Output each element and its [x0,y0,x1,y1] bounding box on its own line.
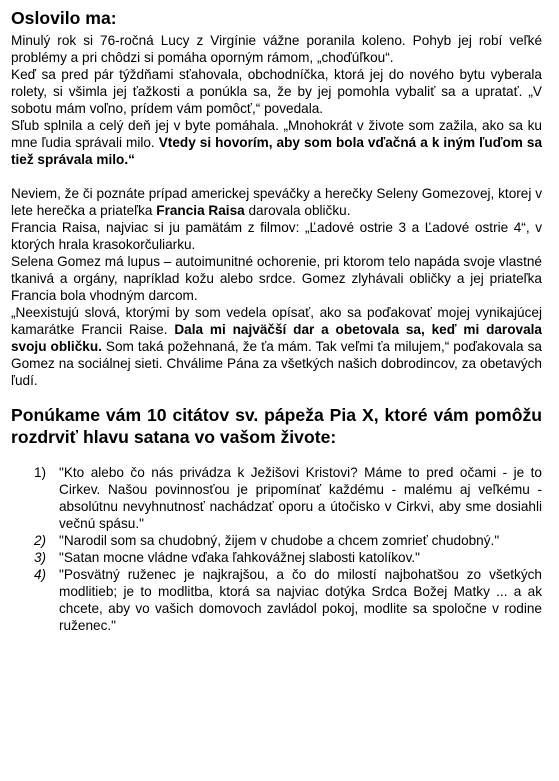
citations-heading: Ponúkame vám 10 citátov sv. pápeža Pia X, ktoré vám pomôžu rozdrviť hlavu satana vo vašom živote: [11,405,542,447]
paragraph-francia-films: Francia Raisa, najviac si ju pamätám z filmov: „Ľadové ostrie 3 a Ľadové ostrie 4“, v ktorých hrala krasokorčuliarku. [11,220,542,252]
paragraph-gomez-quote [11,304,542,389]
list-item [11,566,542,634]
list-number: 3) [34,550,47,565]
citation-text: "Kto alebo čo nás privádza k Ježišovi Kristovi? Máme to pred očami - je to Cirkev. Našou povinnosťou je pripomínať každému - malému aj veľkému - absolútnu nevyhnutnosť nachádzať oporu a útočisko v Cirkvi, aby sme dosiahli večnú spásu." [59,465,542,531]
list-item [11,464,542,532]
list-number: 1) [34,465,47,480]
gomez-quote-bold: Dala mi najväčší dar a obetovala sa, keď mi darovala svoju obličku. [11,322,542,354]
list-item [11,532,542,549]
paragraph-lucy-moving: Keď sa pred pár týždňami sťahovala, obchodníčka, ktorá jej do nového bytu vyberala rolety, si všimla jej ťažkosti a ponúkla sa, že by jej pomohla vybaliť sa a upratať. „V sobotu mám voľno, prídem vám pomôcť,“ povedala. [11,67,542,116]
citation-text: "Posvätný ruženec je najkrajšou, a čo do milostí najbohatšou zo všetkých modlitieb; je to modlitba, ktorá sa najviac dotýka Srdca Božej Matky ... a ak chcete, aby vo vašich domovoch zavládol pokoj, modlite sa spoločne v rodine ruženec." [59,567,542,633]
selena-intro-end: darovala obličku. [244,203,351,218]
paragraph-spacer [11,168,542,185]
gomez-quote-text: „Neexistujú slová, ktorými by som vedela opísať, ako sa poďakovať mojej vynikajúcej kamarátke Francii Raise. [11,305,542,337]
list-number: 2) [34,533,47,548]
promise-text: Sľub splnila a celý deň jej v byte pomáhala. „Mnohokrát v živote som zažila, ako sa ku mne ľudia správali milo. [11,118,542,150]
list-item [11,549,542,566]
citation-list [11,464,542,634]
promise-bold-text: Vtedy si hovorím, aby som bola vďačná a k iným ľuďom sa tiež správala milo.“ [11,135,542,167]
paragraph-lucy-promise [11,117,542,168]
citation-text: "Narodil som sa chudobný, žijem v chudobe a chcem zomrieť chudobný." [59,533,500,548]
citation-text: "Satan mocne vládne vďaka ľahkovážnej slabosti katolíkov." [59,550,421,565]
selena-intro-text: Neviem, že či poznáte prípad americkej speváčky a herečky Seleny Gomezovej, ktorej v lete herečka a priateľka [11,186,542,218]
gomez-quote-end: Som taká požehnaná, že ťa mám. Tak veľmi ťa milujem,“ poďakovala sa Gomez na sociálnej sieti. Chválime Pána za všetkých našich dobrodincov, za obetavých ľudí. [11,339,542,388]
section-heading: Oslovilo ma: [11,8,117,28]
paragraph-lupus: Selena Gomez má lupus – autoimunitné ochorenie, pri ktorom telo napáda svoje vlastné tkanivá a orgány, napríklad kožu alebo srdce. Gomez zlyhávali obličky a jej priateľka Francia bola vhodným darcom. [11,254,542,303]
paragraph-selena-intro [11,185,542,219]
list-number: 4) [34,567,47,582]
paragraph-lucy-intro: Minulý rok si 76-ročná Lucy z Virgínie vážne poranila koleno. Pohyb jej robí veľké problémy a pri chôdzi si pomáha oporným rámom, „choďúľkou“. [11,33,542,65]
francia-raisa-name: Francia Raisa [156,203,245,218]
